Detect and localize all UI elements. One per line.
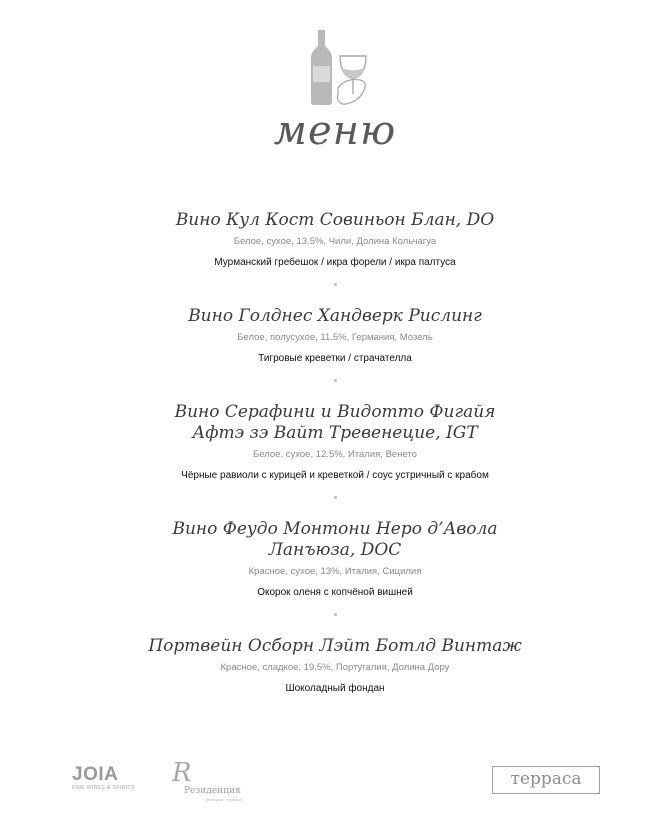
dish-pairing: Шоколадный фондан bbox=[285, 683, 385, 694]
menu-items bbox=[0, 210, 670, 695]
partner-logos bbox=[0, 758, 670, 808]
wine-name bbox=[0, 519, 670, 561]
separator-dot bbox=[334, 283, 337, 286]
joia-logo bbox=[72, 764, 135, 791]
page-title: меню bbox=[273, 108, 397, 154]
menu-item bbox=[0, 210, 670, 269]
menu-item bbox=[0, 519, 670, 599]
dish-pairing: Мурманский гребешок / икра форели / икра палтуса bbox=[214, 257, 456, 268]
separator-dot bbox=[334, 613, 337, 616]
dish-pairing: Чёрные равиоли с курицей и креветкой / соус устричный с крабом bbox=[181, 470, 489, 481]
wine-name-line: Афтэ зэ Вайт Тревенецие, IGT bbox=[192, 423, 478, 443]
wine-details: Белое, сухое, 13.5%, Чили, Долина Кольчагуа bbox=[233, 236, 437, 247]
wine-name bbox=[0, 402, 670, 444]
wine-details: Белое, полусухое, 11.5%, Германия, Мозель bbox=[237, 332, 433, 343]
wine-name: Вино Голднес Хандверк Рислинг bbox=[188, 306, 482, 326]
terrace-logo: терраса bbox=[492, 766, 600, 794]
menu-item bbox=[0, 306, 670, 365]
wine-name-line: Вино Феудо Монтони Неро д’Авола bbox=[172, 519, 498, 539]
wine-name-line: Вино Серафини и Видотто Фигайя bbox=[174, 402, 496, 422]
wine-name: Портвейн Осборн Лэйт Ботлд Винтаж bbox=[148, 636, 522, 656]
residence-subtitle: ресторан · терраса bbox=[206, 797, 242, 802]
menu-item bbox=[0, 636, 670, 695]
residence-name: Резиденция bbox=[184, 786, 241, 796]
wine-details: Красное, сладкое, 19.5%, Португалия, Долина Дору bbox=[220, 662, 450, 673]
joia-logo-mark: JOIA bbox=[72, 764, 119, 785]
wine-bottle-and-glass-icon bbox=[300, 28, 372, 108]
dish-pairing: Тигровые креветки / страчателла bbox=[258, 353, 412, 364]
wine-name-line: Ланъюза, DOC bbox=[268, 540, 402, 560]
dish-pairing: Окорок оленя с копчёной вишней bbox=[257, 587, 413, 598]
menu-item bbox=[0, 402, 670, 482]
joia-logo-subtitle: FINE WINES & SPIRITS bbox=[72, 785, 135, 791]
wine-name: Вино Кул Кост Совиньон Блан, DO bbox=[175, 210, 495, 230]
wine-details: Красное, сухое, 13%, Италия, Сицилия bbox=[248, 566, 422, 577]
separator-dot bbox=[334, 379, 337, 382]
separator-dot bbox=[334, 496, 337, 499]
residence-logo bbox=[158, 760, 258, 804]
residence-monogram: R bbox=[172, 758, 192, 788]
wine-details: Белое, сухое, 12.5%, Италия, Венето bbox=[253, 449, 417, 460]
